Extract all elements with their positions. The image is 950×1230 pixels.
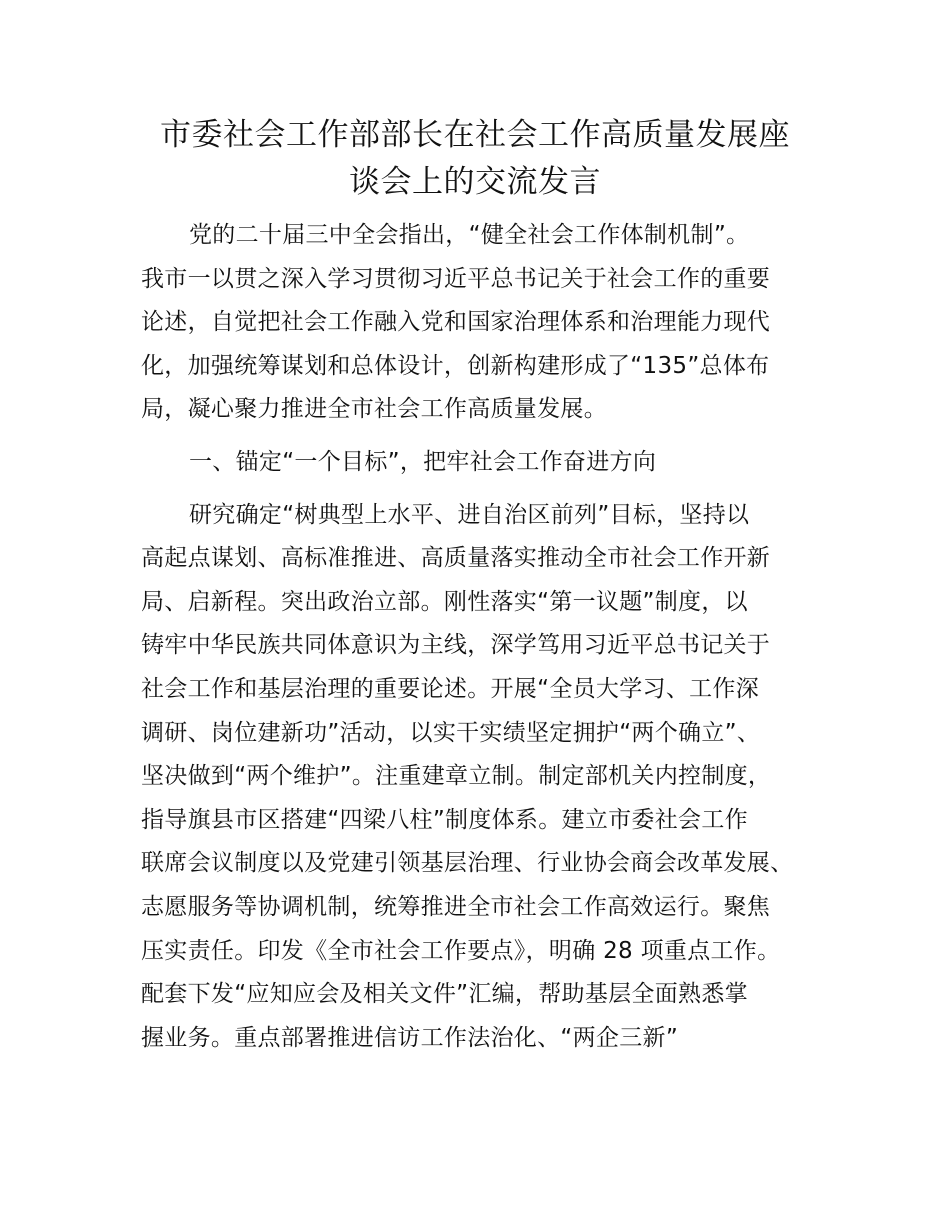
text-line: 论述，自觉把社会工作融入党和国家治理体系和治理能力现代 <box>141 309 771 336</box>
text-line: 指导旗县市区搭建“四梁八柱”制度体系。建立市委社会工作 <box>141 806 748 833</box>
document-title <box>110 112 840 206</box>
section-heading: 一、锚定“一个目标”，把牢社会工作奋进方向 <box>189 448 657 475</box>
text-line: 社会工作和基层治理的重要论述。开展“全员大学习、工作深 <box>141 675 760 702</box>
paragraph-intro <box>141 214 841 432</box>
text-line: 志愿服务等协调机制，统筹推进全市社会工作高效运行。聚焦 <box>141 893 771 920</box>
document-body <box>141 214 841 1060</box>
title-line: 市委社会工作部部长在社会工作高质量发展座 <box>160 117 790 153</box>
text-line: 坚决做到“两个维护”。注重建章立制。制定部机关内控制度， <box>141 763 772 790</box>
text-line: 高起点谋划、高标准推进、高质量落实推动全市社会工作开新 <box>141 545 771 572</box>
text-line: 党的二十届三中全会指出，“健全社会工作体制机制”。 <box>189 222 750 248</box>
title-line: 谈会上的交流发言 <box>349 164 601 200</box>
text-line: 压实责任。印发《全市社会工作要点》，明确 28 项重点工作。 <box>141 937 781 964</box>
text-line: 握业务。重点部署推进信访工作法治化、“两企三新” <box>141 1024 679 1051</box>
paragraph-gap <box>141 432 841 441</box>
text-line: 我市一以贯之深入学习贯彻习近平总书记关于社会工作的重要 <box>141 265 771 292</box>
text-line: 配套下发“应知应会及相关文件”汇编，帮助基层全面熟悉掌 <box>141 981 748 1008</box>
text-line: 局，凝心聚力推进全市社会工作高质量发展。 <box>141 396 607 423</box>
text-line: 联席会议制度以及党建引领基层治理、行业协会商会改革发展、 <box>141 850 794 877</box>
paragraph-section-one <box>141 494 841 1061</box>
text-line: 调研、岗位建新功”活动，以实干实绩坚定拥护“两个确立”、 <box>141 719 761 746</box>
text-line: 铸牢中华民族共同体意识为主线，深学笃用习近平总书记关于 <box>141 632 771 659</box>
text-line: 化，加强统筹谋划和总体设计，创新构建形成了“135”总体布 <box>141 352 770 379</box>
text-line: 研究确定“树典型上水平、进自治区前列”目标，坚持以 <box>189 501 750 528</box>
paragraph-gap <box>141 485 841 494</box>
text-line: 局、启新程。突出政治立部。刚性落实“第一议题”制度，以 <box>141 588 748 615</box>
